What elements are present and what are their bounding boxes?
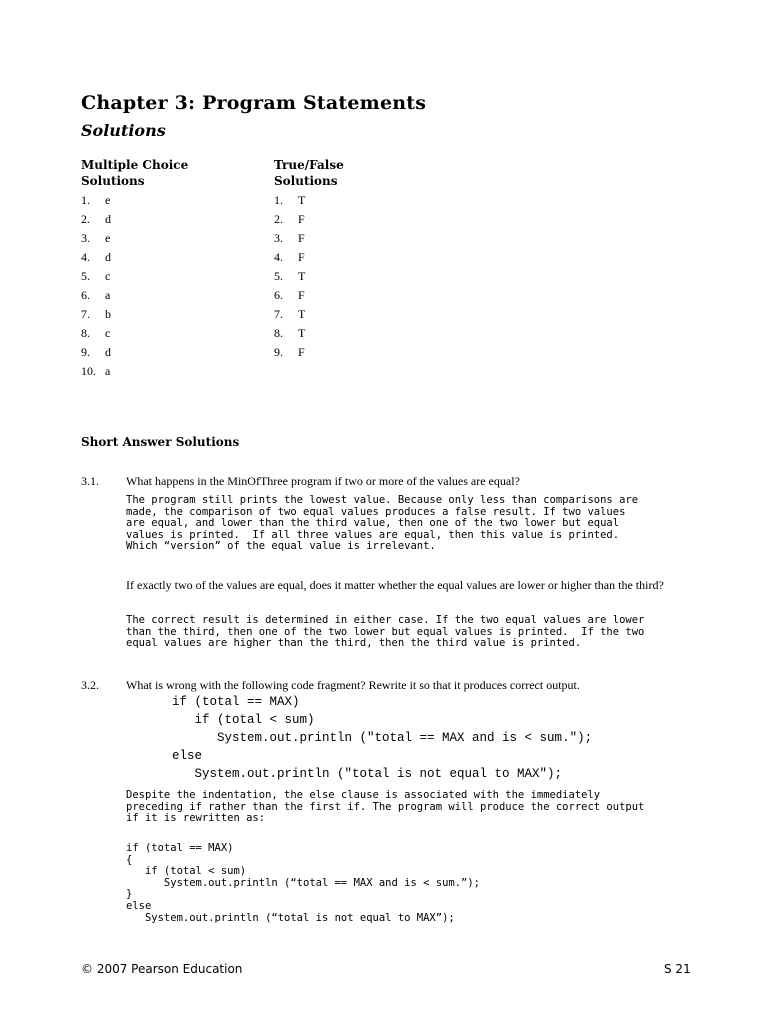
item-number: 3. xyxy=(81,231,90,245)
footer-page-number: S 21 xyxy=(664,962,691,976)
short-answer-heading: Short Answer Solutions xyxy=(81,435,240,449)
multiple-choice-heading xyxy=(81,157,261,189)
list-item xyxy=(274,229,454,248)
list-item xyxy=(274,343,454,362)
item-answer: F xyxy=(298,250,305,264)
question-3-2-text: What is wrong with the following code fragment? Rewrite it so that it produces correct output. xyxy=(126,678,580,692)
list-item xyxy=(81,286,261,305)
item-answer: T xyxy=(298,307,306,321)
item-number: 1. xyxy=(81,193,90,207)
item-answer: F xyxy=(298,345,305,359)
rewritten-code: if (total == MAX) { if (total < sum) System.out.println (“total == MAX and is < sum.”); } else System.out.println (“total is not equal to MAX”); xyxy=(126,842,481,924)
list-item xyxy=(81,248,261,267)
multiple-choice-heading-line1: Multiple Choice xyxy=(81,158,189,172)
item-answer: e xyxy=(105,193,111,207)
item-number: 3. xyxy=(274,231,283,245)
list-item xyxy=(274,210,454,229)
question-number-3-2: 3.2. xyxy=(81,678,99,692)
item-number: 8. xyxy=(274,326,283,340)
item-answer: b xyxy=(105,307,111,321)
item-answer: e xyxy=(105,231,111,245)
item-number: 2. xyxy=(81,212,90,226)
answer-3-1-followup: The correct result is determined in either case. If the two equal values are lower than the third, then one of the two lower but equal values is printed. If the two equal values are higher than the third, then the third value is printed. xyxy=(126,614,645,650)
item-answer: c xyxy=(105,326,111,340)
list-item xyxy=(274,305,454,324)
item-number: 7. xyxy=(81,307,90,321)
item-answer: a xyxy=(105,288,111,302)
list-item xyxy=(81,229,261,248)
list-item xyxy=(81,191,261,210)
item-number: 6. xyxy=(81,288,90,302)
true-false-heading-line2: Solutions xyxy=(274,174,338,188)
solutions-subtitle: Solutions xyxy=(81,121,166,140)
item-number: 6. xyxy=(274,288,283,302)
item-answer: a xyxy=(105,364,111,378)
question-3-1-followup: If exactly two of the values are equal, does it matter whether the equal values are lower or higher than the third? xyxy=(126,578,664,592)
item-number: 9. xyxy=(81,345,90,359)
multiple-choice-column xyxy=(81,157,261,381)
true-false-list xyxy=(274,191,454,362)
item-number: 4. xyxy=(274,250,283,264)
true-false-column xyxy=(274,157,454,362)
true-false-heading-line1: True/False xyxy=(274,158,344,172)
item-answer: T xyxy=(298,269,306,283)
item-number: 2. xyxy=(274,212,283,226)
answer-3-1-text: The program still prints the lowest value. Because only less than comparisons are made, the comparison of two equal values produces a false result. If two values are equal, and lower than the third value, then one of the two lower but equal values is printed. If all three values are equal, then this value is printed. Which “version” of the equal value is irrelevant. xyxy=(126,494,639,553)
question-3-1-text: What happens in the MinOfThree program if two or more of the values are equal? xyxy=(126,474,520,488)
item-answer: d xyxy=(105,250,111,264)
item-number: 9. xyxy=(274,345,283,359)
item-answer: d xyxy=(105,345,111,359)
list-item xyxy=(274,248,454,267)
footer-copyright: © 2007 Pearson Education xyxy=(81,962,243,976)
item-number: 8. xyxy=(81,326,90,340)
item-number: 5. xyxy=(81,269,90,283)
multiple-choice-heading-line2: Solutions xyxy=(81,174,145,188)
item-answer: c xyxy=(105,269,111,283)
list-item xyxy=(81,210,261,229)
answer-3-2-explanation: Despite the indentation, the else clause is associated with the immediately preceding if rather than the first if. The program will produce the correct output if it is rewritten as: xyxy=(126,789,645,825)
true-false-heading xyxy=(274,157,454,189)
list-item xyxy=(81,343,261,362)
list-item xyxy=(274,324,454,343)
list-item xyxy=(81,362,261,381)
list-item xyxy=(274,191,454,210)
list-item xyxy=(81,324,261,343)
item-answer: T xyxy=(298,326,306,340)
list-item xyxy=(81,267,261,286)
item-answer: T xyxy=(298,193,306,207)
item-number: 5. xyxy=(274,269,283,283)
item-number: 1. xyxy=(274,193,283,207)
item-answer: d xyxy=(105,212,111,226)
item-number: 7. xyxy=(274,307,283,321)
list-item xyxy=(274,267,454,286)
chapter-title: Chapter 3: Program Statements xyxy=(81,92,427,114)
list-item xyxy=(81,305,261,324)
list-item xyxy=(274,286,454,305)
item-answer: F xyxy=(298,212,305,226)
item-answer: F xyxy=(298,288,305,302)
code-fragment: if (total == MAX) if (total < sum) System.out.println ("total == MAX and is < sum."); else System.out.println ("total is not equal to MAX"); xyxy=(172,695,593,781)
multiple-choice-list xyxy=(81,191,261,381)
item-answer: F xyxy=(298,231,305,245)
item-number: 4. xyxy=(81,250,90,264)
item-number: 10. xyxy=(81,364,96,378)
question-number-3-1: 3.1. xyxy=(81,474,99,488)
